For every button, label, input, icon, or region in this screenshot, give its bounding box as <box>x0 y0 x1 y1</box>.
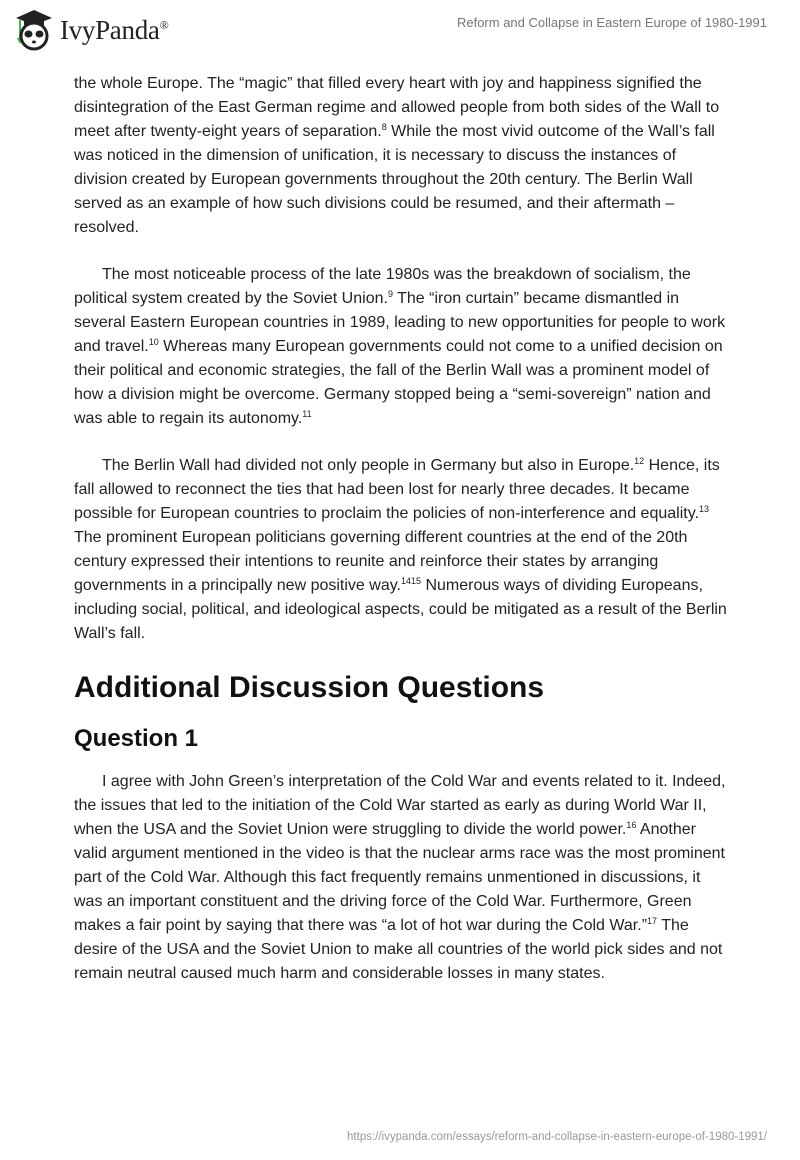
paragraph <box>74 454 728 646</box>
text-segment: Another valid argument mentioned in the video is that the nuclear arms race was the most prominent part of the Cold War. Although this fact frequently remains unmentioned in discussions, it was an important constituent and the driving force of the Cold War. Furthermore, Green makes a fair point by saying that there was “a lot of hot war during the Cold War.” <box>74 821 725 934</box>
text-segment: While the most vivid outcome of the Wall’s fall was noticed in the dimension of unification, it is necessary to discuss the instances of division created by European governments throughout the 20th century. The Berlin Wall served as an example of how such divisions could be resumed, and their aftermath – resolved. <box>74 123 715 236</box>
footnote-ref[interactable]: 17 <box>647 916 658 926</box>
page-header <box>0 0 800 60</box>
footnote-ref[interactable]: 12 <box>634 456 645 466</box>
paragraph <box>74 263 728 431</box>
subsection-heading: Question 1 <box>74 725 199 752</box>
footnote-ref[interactable]: 16 <box>626 820 637 830</box>
footnote-ref[interactable]: 1415 <box>400 576 421 586</box>
text-segment: The desire of the USA and the Soviet Union to make all countries of the world pick sides and not remain neutral caused much harm and considerable losses in many states. <box>74 917 723 982</box>
panda-graduate-icon <box>12 8 56 52</box>
text-segment: Hence, its fall allowed to reconnect the ties that had been lost for nearly three decades. It became possible for European countries to proclaim the policies of non-interference and equality. <box>74 457 720 522</box>
footnote-ref[interactable]: 13 <box>698 504 709 514</box>
footnote-ref[interactable]: 8 <box>381 122 387 132</box>
text-segment: Numerous ways of dividing Europeans, including social, political, and ideological aspects, could be mitigated as a result of the Berlin Wall’s fall. <box>74 577 727 642</box>
footnote-ref[interactable]: 11 <box>302 409 312 419</box>
text-segment: the whole Europe. The “magic” that filled every heart with joy and happiness signified the disintegration of the East German regime and allowed people from both sides of the Wall to meet after twenty-eight years of separation. <box>74 75 720 140</box>
section-heading: Additional Discussion Questions <box>74 671 545 704</box>
ivypanda-logo[interactable] <box>12 8 168 52</box>
logo-text: IvyPanda® <box>60 14 169 45</box>
text-segment: The prominent European politicians governing different countries at the end of the 20th century expressed their intentions to reunite and reinforce their states by arranging governments in a principally new positive way. <box>74 529 688 594</box>
text-segment: The “iron curtain” became dismantled in several Eastern European countries in 1989, leading to new opportunities for people to work and travel. <box>74 290 726 355</box>
source-url[interactable]: https://ivypanda.com/essays/reform-and-collapse-in-eastern-europe-of-1980-1991/ <box>347 1131 767 1143</box>
text-segment: The Berlin Wall had divided not only people in Germany but also in Europe. <box>102 457 635 474</box>
text-segment: Whereas many European governments could not come to a unified decision on their political and economic strategies, the fall of the Berlin Wall was a prominent model of how a division might be overcome. Germany stopped being a “semi-sovereign” nation and was able to regain its autonomy. <box>74 338 723 427</box>
paragraph <box>74 770 728 986</box>
text-segment: I agree with John Green’s interpretation of the Cold War and events related to it. Indeed, the issues that led to the initiation of the Cold War started as early as during World War II, when the USA and the Soviet Union were struggling to divide the world power. <box>74 773 726 838</box>
paragraph <box>74 72 728 240</box>
document-title: Reform and Collapse in Eastern Europe of 1980-1991 <box>456 15 767 30</box>
text-segment: The most noticeable process of the late 1980s was the breakdown of socialism, the political system created by the Soviet Union. <box>74 266 691 307</box>
footnote-ref[interactable]: 10 <box>148 337 159 347</box>
essay-body <box>74 72 728 1009</box>
footnote-ref[interactable]: 9 <box>387 289 393 299</box>
